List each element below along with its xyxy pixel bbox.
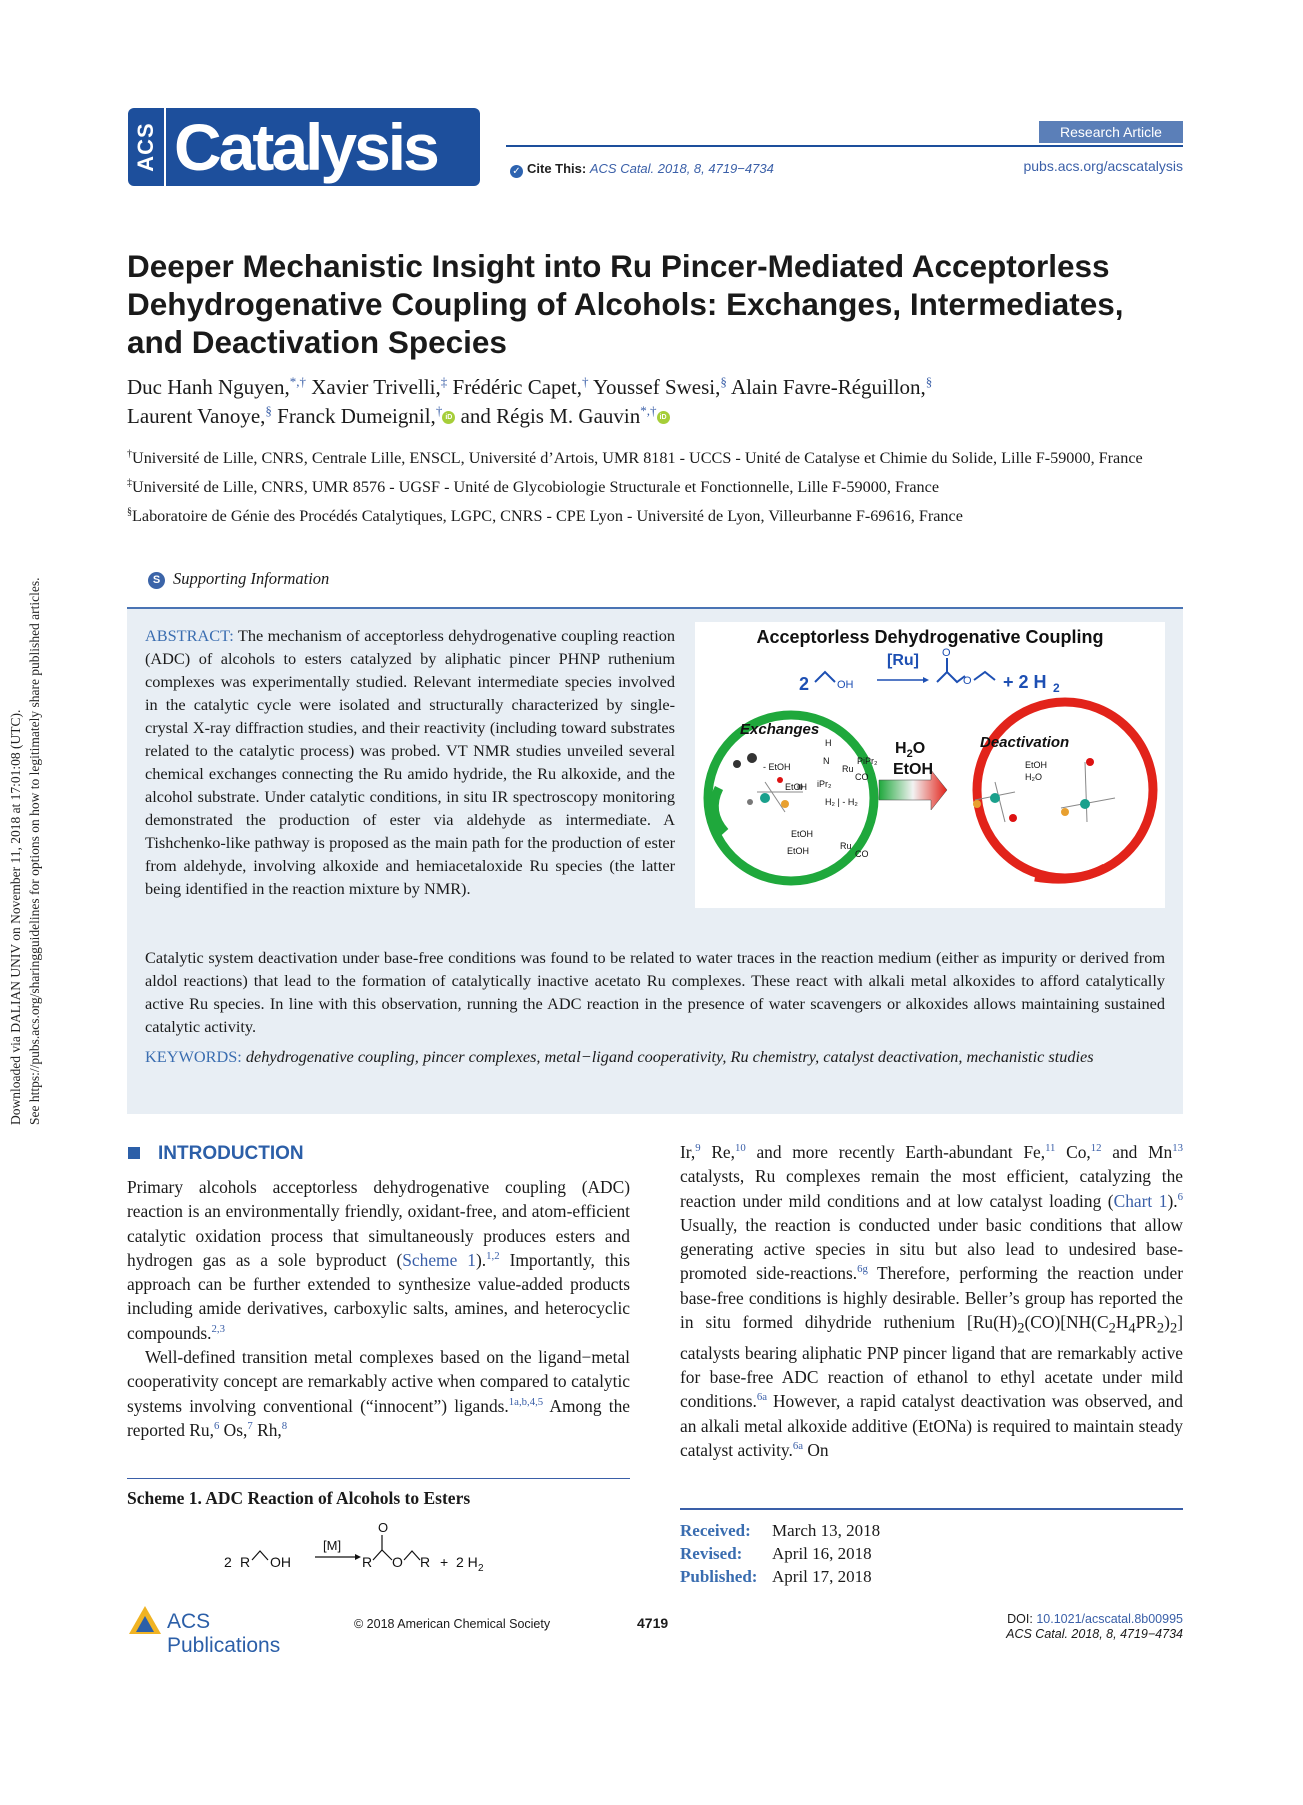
toc-graphic xyxy=(695,622,1165,908)
deactivation-cycle xyxy=(977,702,1153,878)
toc-etoh-4: EtOH xyxy=(787,846,810,856)
toc-coef: 2 xyxy=(799,674,810,694)
scheme-h2-sub: 2 xyxy=(478,1563,484,1574)
keywords-label: KEYWORDS: xyxy=(145,1047,242,1066)
deactivation-label: Deactivation xyxy=(980,734,1070,751)
date-published: Published: April 17, 2018 xyxy=(680,1567,872,1586)
citation-ref[interactable]: 1a,b,4,5 xyxy=(508,1395,544,1408)
toc-ru-2: Ru xyxy=(840,841,852,851)
author-mark: † xyxy=(435,403,443,418)
citation-ref[interactable]: 13 xyxy=(1172,1142,1183,1155)
section-heading-introduction: INTRODUCTION xyxy=(128,1143,304,1165)
abstract-continuation: Catalytic system deactivation under base-free conditions was found to be related to water traces in the reaction medium (either as impurity or derived from aldol reactions) that lead to the formation of catalytically inactive acetato Ru complexes. These react with alkali metal alkoxides to afford catalytically active Ru species. In line with this observation, running the ADC reaction in the presence of water scavengers or alkoxides allows maintaining sustained catalytic activity. xyxy=(145,948,1165,1036)
author-mark: § xyxy=(265,403,272,418)
citation-ref[interactable]: 7 xyxy=(247,1420,253,1433)
citation-ref[interactable]: 6g xyxy=(857,1263,868,1276)
author[interactable]: Franck Dumeignil, xyxy=(277,404,436,428)
exchanges-cycle-arrow xyxy=(714,788,725,832)
affiliations xyxy=(127,447,1187,534)
cite-this[interactable] xyxy=(510,161,774,178)
download-note xyxy=(6,577,42,1805)
affiliation: ‡Université de Lille, CNRS, UMR 8576 - UGSF - Unité de Glycobiologie Structurale et Fonctionnelle, Lille F-59000, France xyxy=(127,477,940,496)
doi-link[interactable]: 10.1021/acscatal.8b00995 xyxy=(1036,1612,1183,1626)
author[interactable]: Xavier Trivelli, xyxy=(311,375,441,399)
citation-ref[interactable]: 6a xyxy=(756,1391,767,1404)
acs-publications-logo[interactable]: ACS Publications xyxy=(127,1604,327,1644)
toc-ester-o: O xyxy=(963,675,972,687)
header-rule xyxy=(506,145,1183,147)
toc-etoh-3: EtOH xyxy=(791,829,814,839)
supporting-info-icon: S xyxy=(148,572,165,589)
author-mark: *,† xyxy=(289,374,306,389)
keywords-list: dehydrogenative coupling, pincer complexes, metal−ligand cooperativity, Ru chemistry, catalyst deactivation, mechanistic studies xyxy=(245,1047,1094,1066)
toc-h2-sub: 2 xyxy=(1053,681,1060,695)
journal-url[interactable]: pubs.acs.org/acscatalysis xyxy=(1023,158,1183,174)
intro-paragraph-3: Ir,$^9$ Re,$^{10}$ and more recently Earth-abundant Fe,$^{11}$ Co,$^{12}$ and Mn$^{13}$ catalysts, Ru complexes remain the most efficient, catalyzing the reaction under mild conditions and at low catalyst loading (Chart 1).$^6$ Usually, the reaction is conducted under basic conditions that allow generating active species in situ but also lead to undesired base-promoted side-reactions.$^{6g}$ Therefore, performing the reaction under base-free conditions is highly desirable. Beller’s group has reported the in situ formed dihydride ruthenium [$Ru(H)_2(CO)[NH(C_2H_4PR_2)_2]$ catalysts bearing aliphatic PNP pincer ligand that are remarkably active for base-free ADC reaction of ethanol to ethyl acetate under mild conditions.$^{6a}$ However, a rapid catalyst deactivation was observed, and an alkali metal alkoxide additive (EtONa) is required to maintain steady catalyst activity.$^{6a}$ On xyxy=(680,1142,1183,1461)
check-icon: ✓ xyxy=(510,165,523,178)
toc-alcohol-bond xyxy=(815,672,835,682)
author[interactable]: Laurent Vanoye, xyxy=(127,404,266,428)
publication-dates xyxy=(680,1519,880,1588)
citation-ref[interactable]: 12 xyxy=(1090,1142,1102,1155)
author-list xyxy=(127,373,1187,431)
scheme-catalyst: [M] xyxy=(323,1538,342,1553)
toc-carbonyl-o: O xyxy=(942,647,951,659)
citation-ref[interactable]: 2,3 xyxy=(211,1322,226,1335)
toc-etoh-2: EtOH xyxy=(785,782,808,792)
toc-h2-exch: H₂ | - H₂ xyxy=(825,797,858,807)
toc-ethyl xyxy=(974,672,995,680)
scheme-plus: + xyxy=(440,1554,449,1570)
chart-link[interactable]: Chart 1 xyxy=(1113,1190,1168,1211)
author-mark: † xyxy=(581,374,589,389)
scheme-h2: 2 H xyxy=(456,1554,478,1570)
author-mark: § xyxy=(720,374,727,389)
scheme-reactant-oh: OH xyxy=(270,1554,291,1570)
doi-block xyxy=(1006,1612,1183,1642)
journal-logo-name: Catalysis xyxy=(166,108,480,186)
citation-ref[interactable]: 6 xyxy=(213,1420,220,1433)
abstract-label: ABSTRACT: xyxy=(145,626,234,645)
cite-value[interactable]: ACS Catal. 2018, 8, 4719−4734 xyxy=(589,161,774,176)
scheme-caption: Scheme 1. ADC Reaction of Alcohols to Esters xyxy=(127,1488,471,1508)
citation-ref[interactable]: 8 xyxy=(281,1420,288,1433)
dates-rule xyxy=(680,1508,1183,1510)
exchanges-label: Exchanges xyxy=(740,721,820,738)
toc-n: N xyxy=(823,756,830,766)
toc-title: Acceptorless Dehydrogenative Coupling xyxy=(756,627,1104,647)
toc-h2o: $H_2O$ xyxy=(895,740,926,760)
intro-left-column xyxy=(127,1175,630,1442)
author[interactable]: Duc Hanh Nguyen, xyxy=(127,375,290,399)
toc-ru: Ru xyxy=(842,764,854,774)
scheme-figure xyxy=(220,1520,550,1580)
toc-etoh-1: - EtOH xyxy=(763,762,791,772)
toc-ester-bond xyxy=(937,672,965,682)
affiliation: §Laboratoire de Génie des Procédés Catalytiques, LGPC, CNRS - CPE Lyon - Université de Lyon, Villeurbanne F-69616, France xyxy=(127,506,963,525)
page-number: 4719 xyxy=(637,1615,669,1631)
toc-co-2: CO xyxy=(855,849,869,859)
author[interactable]: Frédéric Capet, xyxy=(452,375,582,399)
supporting-info-label[interactable]: Supporting Information xyxy=(173,569,330,588)
acs-logo-mark: ACS xyxy=(128,108,164,186)
citation-ref[interactable]: 1,2 xyxy=(486,1250,500,1263)
download-note-line2: See https://pubs.acs.org/sharingguidelines for options on how to legitimately share published articles. xyxy=(27,577,42,1125)
author-mark: *,† xyxy=(640,403,657,418)
supporting-info-link[interactable] xyxy=(148,569,329,589)
intro-right-column xyxy=(680,1140,1183,1462)
author-mark: ‡ xyxy=(440,374,448,389)
author[interactable]: Alain Favre-Réguillon, xyxy=(730,375,926,399)
toc-co: CO xyxy=(855,772,869,782)
article-type-badge: Research Article xyxy=(1039,121,1183,143)
scheme-coef: 2 xyxy=(224,1554,232,1570)
citation-ref[interactable]: 6 xyxy=(1177,1190,1183,1203)
scheme-rule xyxy=(127,1478,630,1479)
keywords xyxy=(145,1045,1165,1068)
doi-label: DOI: xyxy=(1007,1612,1033,1626)
journal-logo[interactable] xyxy=(128,108,480,186)
scheme-carbonyl-o: O xyxy=(378,1520,389,1535)
date-received: Received: March 13, 2018 xyxy=(680,1521,881,1540)
toc-h2o-deact: H₂O xyxy=(1025,772,1042,782)
author[interactable]: and Régis M. Gauvin xyxy=(460,404,641,428)
copyright: © 2018 American Chemical Society xyxy=(354,1617,551,1631)
affiliation: †Université de Lille, CNRS, Centrale Lille, ENSCL, Université d’Artois, UMR 8181 - UCCS - Unité de Catalyse et Chimie du Solide, Lille F-59000, France xyxy=(127,448,1143,467)
abstract-text xyxy=(145,624,675,900)
cite-label: Cite This: xyxy=(527,161,587,176)
orcid-icon[interactable]: iD xyxy=(657,411,670,424)
toc-h2: + 2 H xyxy=(1003,672,1047,692)
scheme-product-r2: R xyxy=(420,1554,431,1570)
scheme-reactant-r: R xyxy=(240,1554,251,1570)
abstract-part1: The mechanism of acceptorless dehydrogenative coupling reaction (ADC) of alcohols to esters catalyzed by aliphatic pincer PHNP ruthenium complexes was experimentally studied. Relevant intermediate species involved in the catalytic cycle were isolated and structurally characterized by single-crystal X-ray diffraction studies, and their reactivity (including toward substrates related to the catalytic process) was probed. VT NMR studies unveiled several chemical exchanges connecting the Ru amido hydride, the Ru alkoxide, and the alcohol substrate. Under catalytic conditions, in situ IR spectroscopy monitoring demonstrated the production of ester via aldehyde as intermediate. A Tishchenko-like pathway is proposed as the main path for the production of ester from aldehyde, involving alkoxide and hemiacetaloxide Ru species (the latter being identified in the reaction mixture by NMR). xyxy=(145,626,675,898)
date-revised: Revised: April 16, 2018 xyxy=(680,1544,872,1563)
toc-arrowhead xyxy=(923,677,929,683)
toc-etoh-deact: EtOH xyxy=(1025,760,1048,770)
author-mark: § xyxy=(925,374,933,389)
toc-h: H xyxy=(825,738,832,748)
toc-etoh: EtOH xyxy=(893,761,933,778)
scheme-link[interactable]: Scheme 1 xyxy=(402,1249,476,1270)
citation-ref[interactable]: 9 xyxy=(695,1142,701,1155)
author[interactable]: Youssef Swesi, xyxy=(592,375,721,399)
citation-ref[interactable]: 11 xyxy=(1045,1142,1056,1155)
orcid-icon[interactable]: iD xyxy=(442,411,455,424)
scheme-product-o: O xyxy=(392,1554,403,1570)
acs-hexagon-icon xyxy=(127,1604,163,1640)
citation-ref[interactable]: 6a xyxy=(792,1440,804,1453)
toc-catalyst: [Ru] xyxy=(887,652,919,669)
download-note-line1: Downloaded via DALIAN UNIV on November 11, 2018 at 17:01:08 (UTC). xyxy=(8,709,23,1125)
toc-pipr2: PiPr₂ xyxy=(857,756,878,766)
footer-citation: ACS Catal. 2018, 8, 4719−4734 xyxy=(1006,1627,1183,1641)
toc-ipr2: iPr₂ xyxy=(817,779,832,789)
toc-oh: OH xyxy=(837,679,854,691)
citation-ref[interactable]: 10 xyxy=(735,1142,746,1155)
intro-paragraph-2: Well-defined transition metal complexes based on the ligand−metal cooperativity concept are remarkably active when compared to catalytic systems involving conventional (“innocent”) ligands.$^{1a,b,4,5}$ Among the reported Ru,$^6$ Os,$^7$ Rh,$^8$ xyxy=(127,1347,630,1440)
section-square-icon xyxy=(128,1147,140,1159)
article-title: Deeper Mechanistic Insight into Ru Pincer-Mediated Acceptorless Dehydrogenative Coupling of Alcohols: Exchanges, Intermediates, and Deactivation Species xyxy=(127,248,1124,360)
scheme-product-r1: R xyxy=(362,1554,373,1570)
intro-paragraph-1: Primary alcohols acceptorless dehydrogenative coupling (ADC) reaction is an environmentally friendly, oxidant-free, and atom-efficient catalytic oxidation process that simultaneously produces esters and hydrogen gas as a sole byproduct (Scheme 1).$^{1,2}$ Importantly, this approach can be further extended to synthesize value-added products including amide derivatives, carboxylic salts, amines, and heterocyclic compounds.$^{2,3}$ xyxy=(127,1177,630,1343)
